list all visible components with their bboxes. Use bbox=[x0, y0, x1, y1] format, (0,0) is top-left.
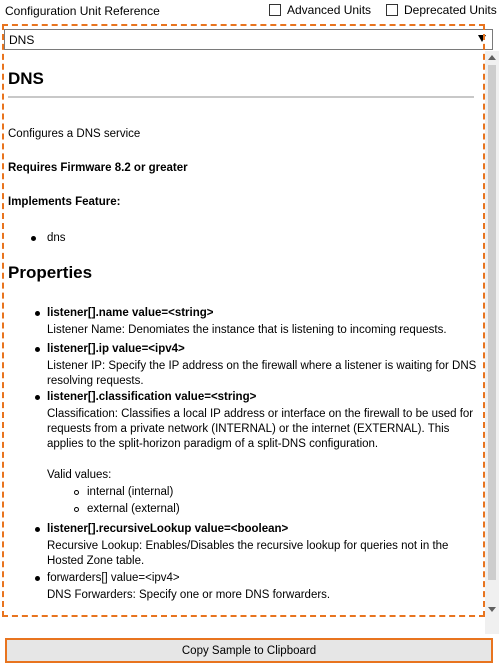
circle-bullet-icon bbox=[74, 507, 79, 512]
advanced-units-checkbox[interactable] bbox=[269, 3, 371, 17]
scrollbar-thumb[interactable] bbox=[488, 65, 496, 580]
property-name: listener[].recursiveLookup value=<boolean> bbox=[47, 523, 289, 535]
documentation-panel bbox=[4, 51, 484, 617]
property-name: listener[].classification value=<string> bbox=[47, 391, 257, 403]
copy-sample-button[interactable] bbox=[5, 638, 493, 663]
property-description: DNS Forwarders: Specify one or more DNS forwarders. bbox=[47, 589, 331, 601]
dropdown-arrow-icon[interactable] bbox=[478, 35, 486, 42]
bullet-icon bbox=[35, 311, 40, 316]
title-divider bbox=[8, 96, 474, 98]
property-name: listener[].ip value=<ipv4> bbox=[47, 343, 185, 355]
deprecated-units-label: Deprecated Units bbox=[404, 3, 497, 17]
property-description: Classification: Classifies a local IP address or interface on the firewall to be used for requests from a private network (INTERNAL) or the internet (EXTERNAL). This applies to the split-horizon paradigm of a split-DNS configuration. bbox=[47, 408, 474, 450]
copy-sample-label: Copy Sample to Clipboard bbox=[181, 644, 317, 657]
scrollbar-corner bbox=[485, 617, 499, 634]
checkbox-box[interactable] bbox=[386, 4, 398, 16]
circle-bullet-icon bbox=[74, 490, 79, 495]
property-name: listener[].name value=<string> bbox=[47, 307, 214, 319]
bullet-icon bbox=[35, 576, 40, 581]
doc-description: Configures a DNS service bbox=[8, 128, 141, 140]
property-description: Listener IP: Specify the IP address on the firewall where a listener is waiting for DNS resolving requests. bbox=[47, 360, 477, 387]
firmware-requirement: Requires Firmware 8.2 or greater bbox=[8, 162, 188, 174]
bullet-icon bbox=[31, 236, 36, 241]
unit-select-value: DNS bbox=[9, 32, 35, 47]
properties-heading: Properties bbox=[8, 263, 93, 282]
scroll-up-icon[interactable] bbox=[488, 55, 496, 60]
bullet-icon bbox=[35, 347, 40, 352]
scroll-down-icon[interactable] bbox=[488, 607, 496, 612]
valid-value-item: internal (internal) bbox=[87, 486, 174, 498]
feature-item: dns bbox=[47, 232, 66, 244]
property-description: Recursive Lookup: Enables/Disables the recursive lookup for queries not in the Hosted Zone table. bbox=[47, 540, 449, 567]
property-description: Listener Name: Denomiates the instance that is listening to incoming requests. bbox=[47, 324, 447, 336]
unit-select[interactable] bbox=[4, 29, 493, 50]
valid-values-label: Valid values: bbox=[47, 469, 112, 481]
advanced-units-label: Advanced Units bbox=[287, 3, 372, 17]
checkbox-box[interactable] bbox=[269, 4, 281, 16]
vertical-scrollbar[interactable] bbox=[485, 51, 499, 617]
bullet-icon bbox=[35, 527, 40, 532]
deprecated-units-checkbox[interactable] bbox=[386, 3, 497, 17]
property-name: forwarders[] value=<ipv4> bbox=[47, 572, 180, 584]
doc-title: DNS bbox=[8, 69, 44, 88]
config-unit-reference-label: Configuration Unit Reference bbox=[5, 4, 160, 18]
valid-value-item: external (external) bbox=[87, 503, 180, 515]
bullet-icon bbox=[35, 395, 40, 400]
implements-feature-label: Implements Feature: bbox=[8, 196, 121, 208]
